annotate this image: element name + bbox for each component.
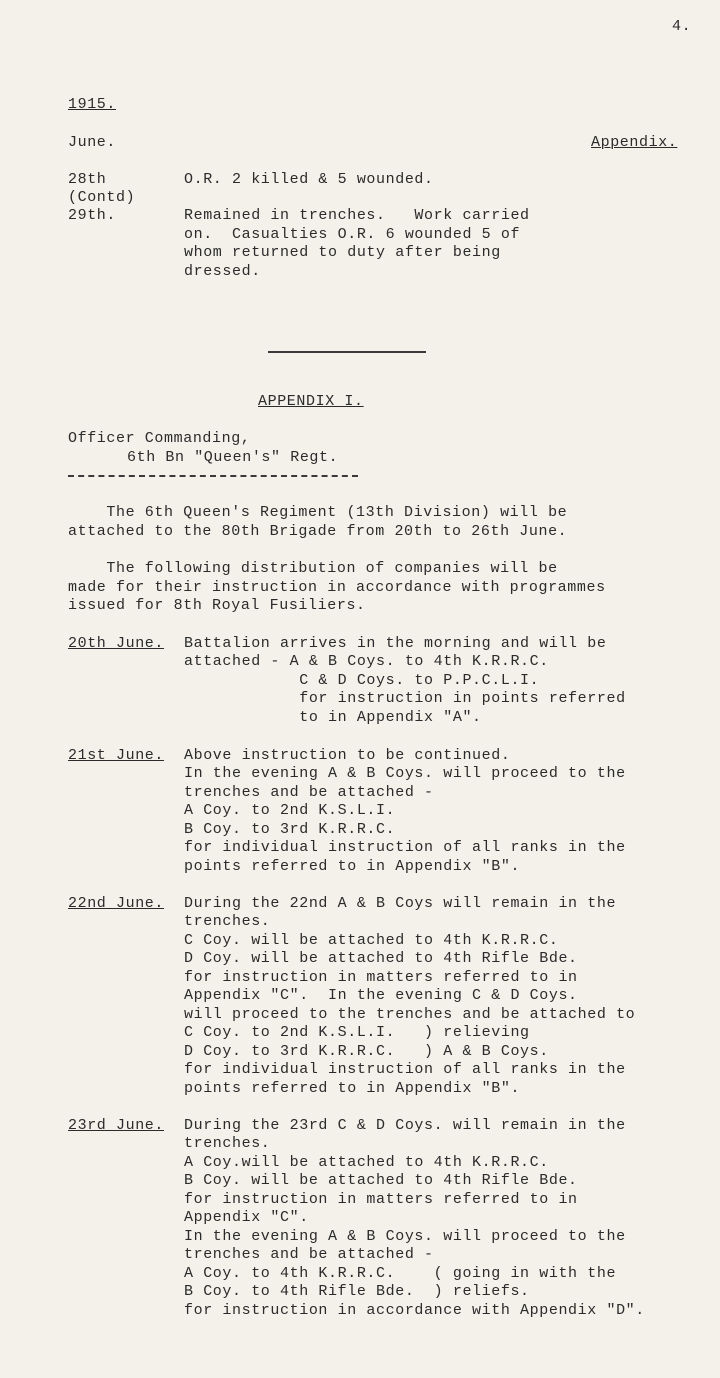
section-divider — [268, 351, 426, 353]
schedule-line: Appendix "C". In the evening C & D Coys. — [184, 987, 578, 1004]
diary-entry-29 — [184, 207, 530, 281]
schedule-line: A Coy.will be attached to 4th K.R.R.C. — [184, 1153, 549, 1171]
intro-line: The following distribution of companies will be — [68, 560, 558, 577]
diary-date-28: 28th — [68, 171, 107, 188]
schedule-line: for instruction in accordance with Appendix "D". — [184, 1301, 645, 1319]
schedule-first-20: Battalion arrives in the morning and will be — [184, 635, 607, 652]
schedule-line: Appendix "C". — [184, 1209, 309, 1226]
schedule-line: trenches. — [184, 1135, 271, 1152]
month-label: June. — [68, 134, 117, 151]
schedule-line: trenches and be attached - — [184, 783, 434, 801]
schedule-line: A Coy. to 2nd K.S.L.I. — [184, 802, 396, 819]
intro-line: The 6th Queen's Regiment (13th Division) will be — [68, 504, 568, 521]
schedule-line: points referred to in Appendix "B". — [184, 1079, 521, 1097]
schedule-line: In the evening A & B Coys. will proceed to the — [184, 1227, 626, 1245]
schedule-entry-23 — [184, 1135, 645, 1320]
year-heading: 1915. — [68, 96, 117, 113]
schedule-line: attached - A & B Coys. to 4th K.R.R.C. — [184, 653, 549, 670]
schedule-first-23: During the 23rd C & D Coys. will remain in the — [184, 1117, 626, 1134]
intro-paragraph-2 — [68, 560, 606, 616]
schedule-line: trenches. — [184, 913, 271, 930]
diary-entry-29-line: whom returned to duty after being — [184, 244, 501, 261]
diary-date-contd: (Contd) — [68, 189, 136, 206]
schedule-entry-20 — [184, 653, 626, 727]
schedule-entry-21 — [184, 765, 626, 876]
schedule-first-22: During the 22nd A & B Coys will remain in the — [184, 895, 617, 912]
schedule-line: D Coy. will be attached to 4th Rifle Bde. — [184, 950, 578, 967]
schedule-line: for individual instruction of all ranks in the — [184, 839, 626, 856]
schedule-line: A Coy. to 4th K.R.R.C. ( going in with the — [184, 1264, 617, 1282]
schedule-date-20: 20th June. — [68, 635, 165, 652]
schedule-date-23: 23rd June. — [68, 1117, 165, 1134]
intro-line: attached to the 80th Brigade from 20th to 26th June. — [68, 522, 568, 540]
schedule-line: B Coy. to 4th Rifle Bde. ) reliefs. — [184, 1283, 530, 1300]
schedule-line: for instruction in matters referred to in — [184, 1190, 578, 1208]
schedule-line: trenches and be attached - — [184, 1246, 434, 1263]
schedule-line: C Coy. will be attached to 4th K.R.R.C. — [184, 931, 559, 949]
schedule-line: In the evening A & B Coys. will proceed to the — [184, 765, 626, 782]
intro-line: made for their instruction in accordance with programmes — [68, 578, 606, 596]
schedule-line: for individual instruction of all ranks in the — [184, 1061, 626, 1078]
page-number: 4. — [672, 18, 692, 35]
diary-entry-28: O.R. 2 killed & 5 wounded. — [184, 171, 434, 188]
addressee-line-1: Officer Commanding, — [68, 430, 251, 447]
intro-line: issued for 8th Royal Fusiliers. — [68, 597, 366, 614]
diary-date-29: 29th. — [68, 207, 117, 224]
schedule-line: to in Appendix "A". — [184, 708, 482, 726]
schedule-line: C Coy. to 2nd K.S.L.I. ) relieving — [184, 1024, 530, 1041]
diary-entry-29-line: Remained in trenches. Work carried — [184, 207, 530, 224]
schedule-date-21: 21st June. — [68, 747, 165, 764]
schedule-line: B Coy. to 3rd K.R.R.C. — [184, 820, 396, 838]
addressee-underline — [68, 475, 358, 477]
addressee-line-2: 6th Bn "Queen's" Regt. — [127, 449, 339, 466]
schedule-line: D Coy. to 3rd K.R.R.C. ) A & B Coys. — [184, 1042, 549, 1060]
diary-entry-29-line: dressed. — [184, 262, 261, 280]
appendix-title: APPENDIX I. — [258, 393, 364, 410]
schedule-line: for instruction in points referred — [184, 690, 626, 707]
schedule-line: C & D Coys. to P.P.C.L.I. — [184, 671, 540, 689]
schedule-first-21: Above instruction to be continued. — [184, 747, 511, 764]
diary-entry-29-line: on. Casualties O.R. 6 wounded 5 of — [184, 225, 521, 243]
schedule-line: B Coy. will be attached to 4th Rifle Bde. — [184, 1172, 578, 1189]
schedule-line: points referred to in Appendix "B". — [184, 857, 521, 875]
schedule-date-22: 22nd June. — [68, 895, 165, 912]
schedule-line: will proceed to the trenches and be attached to — [184, 1005, 636, 1023]
schedule-line: for instruction in matters referred to in — [184, 968, 578, 986]
intro-paragraph-1 — [68, 504, 567, 541]
appendix-column-heading: Appendix. — [591, 134, 678, 151]
schedule-entry-22 — [184, 913, 635, 1098]
